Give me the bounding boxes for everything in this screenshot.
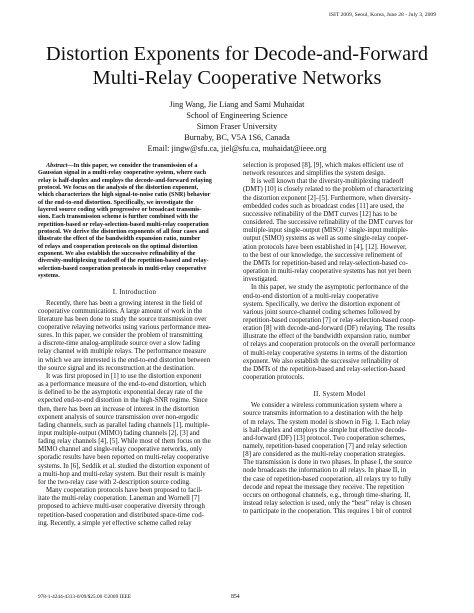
paragraph-line: network resources and simplifies the system design. [243, 170, 386, 178]
abstract-line: which characterizes the high signal-to-noise ratio (SNR) behavior [38, 191, 211, 199]
paragraph-line: successive refinability of the DMT curves [12] has to be [243, 210, 398, 218]
paragraph-line: the DMTs for repetition-based and relay-selection-based co- [243, 259, 408, 267]
paper-title [40, 42, 434, 90]
paragraph-line: The transmission is done in two phases. In phase I, the source [243, 459, 412, 467]
paragraph-line: sporadic results have been reported on multi-relay cooperative [38, 454, 209, 462]
paragraph-line: ing. Recently, a simple yet effective scheme called relay [38, 519, 192, 527]
paragraph-line: decode and repeat the message they receive. The repetition [243, 483, 405, 491]
conference-header: ISIT 2009, Seoul, Korea, June 28 - July 3, 2009 [329, 12, 436, 18]
paragraph-line: output (SIMO) systems as well as some single-relay cooper- [243, 235, 409, 243]
introduction-text [38, 300, 231, 528]
paragraph-line: investigated. [243, 276, 278, 284]
paragraph-line: of multi-relay cooperative systems in terms of the distortion [243, 349, 408, 357]
paragraph-line: input multiple-output (MIMO) fading channels [2], [3] and [38, 430, 200, 437]
paragraph-line: source transmits information to a destination with the help [243, 410, 403, 418]
abstract-line: protocol. We focus on the analysis of the distortion exponent, [38, 184, 199, 192]
paragraph-line: namely, repetition-based cooperation [7] and relay selection [243, 443, 407, 450]
paragraph-line: as a performance measure of the end-to-end distortion, which [38, 381, 207, 389]
paragraph-line: various joint source-channel coding schemes followed by [243, 308, 401, 316]
page-number: 854 [231, 594, 240, 600]
system-model-text [243, 402, 436, 516]
paragraph-line: eration [8] with decode-and-forward (DF) relaying. The results [243, 325, 416, 333]
paragraph-line: sures. In this paper, we consider the problem of transmitting [38, 332, 203, 340]
paragraph-line: the source signal and its reconstruction at the destination. [38, 364, 195, 372]
paragraph-line: illustrate the effect of the bandwidth expansion ratio, number [243, 333, 411, 341]
abstract-line: layered source coding with progressive or broadcast transmis- [38, 206, 202, 214]
paragraph-line: expected end-to-end distortion in the high-SNR regime. Since [38, 397, 208, 405]
abstract-line: systems. [38, 272, 60, 280]
author-block [40, 99, 434, 154]
abstract-line-text: —In this paper, we consider the transmission of a [67, 162, 198, 169]
paragraph-line: It is well known that the diversity-multiplexing tradeoff [251, 178, 404, 186]
abstract-line [38, 162, 231, 169]
abstract-label: Abstract [46, 162, 68, 169]
author-school: School of Engineering Science [186, 111, 288, 120]
paragraph-line: [8] are considered as the multi-relay cooperation strategies. [243, 451, 406, 459]
paragraph-line: a multi-hop and multi-relay system. But their result is mainly [38, 470, 206, 478]
paragraph-line: of relays and cooperation protocols on the overall performance [243, 341, 416, 349]
paragraph-line: exponent analysis of source transmission over non-ergodic [38, 413, 199, 421]
title-line: Distortion Exponents for Decode-and-Forward [45, 43, 429, 65]
right-column [243, 162, 436, 516]
left-column [38, 162, 231, 528]
paragraph-line: exponent. We also establish the successive refinability of [243, 357, 399, 365]
paragraph-line: and-forward (DF) [13] protocol. Two cooperation schemes, [243, 434, 406, 442]
paragraph-line: literature has been done to study the source transmission over [38, 315, 207, 323]
paragraph-line: a discrete-time analog-amplitude source over a slow fading [38, 340, 201, 348]
paragraph-line: fading channels, such as parallel fading channels [1], multiple- [38, 421, 210, 429]
abstract-line: illustrate the effect of the bandwidth expansion ratio, number [38, 235, 201, 243]
paragraph-line: Recently, there has been a growing interest in the field of [46, 299, 203, 307]
paragraph-line: to participate in the cooperation. This requires 1 bit of control [243, 508, 412, 516]
author-address: Burnaby, BC, V5A 1S6, Canada [184, 133, 290, 142]
abstract-line: of relays and cooperation protocols on the optimal distortion [38, 242, 198, 250]
abstract-line: of the end-to-end distortion. Specifically, we investigate the [38, 198, 194, 206]
paragraph-line: end-to-end distortion of a multi-relay cooperative [243, 292, 379, 300]
abstract-line: selection-based cooperation protocols in multi-relay cooperative [38, 264, 207, 272]
paragraph-line: to the best of our knowledge, the successive refinement of [243, 251, 403, 259]
paragraph-line: node broadcasts the information to all relays. In phase II, in [243, 467, 407, 475]
author-email: Email: jingw@sfu.ca, jiel@sfu.ca, muhaidat@ieee.org [147, 144, 327, 153]
paragraph-line: systems. In [6], Seddik et al. studied the distortion exponent of [38, 462, 210, 470]
paragraph-line: in which we are interested is the end-to-end distortion between [38, 356, 210, 364]
paragraph-line: (DMT) [10] is closely related to the problem of characterizing [243, 186, 414, 194]
paragraph-line: ation protocols have been established in [4], [12]. However, [243, 243, 407, 251]
paragraph-line: the DMTs of the repetition-based and relay-selection-based [243, 365, 406, 373]
paragraph-line: fading relay channels [4], [5]. While most of them focus on the [38, 438, 211, 446]
copyright-footer: 978-1-4244-4313-0/09/$25.00 ©2009 IEEE [38, 594, 132, 600]
paragraph-line: the case of repetition-based cooperation, all relays try to fully [243, 475, 412, 483]
abstract-line: repetition-based or relay-selection-based multi-relay cooperation [38, 220, 209, 228]
paragraph-line: cooperative relaying networks using various performance mea- [38, 323, 211, 331]
section-heading-system-model: II. System Model [313, 390, 366, 399]
abstract-line: relay is half-duplex and employs the decode-and-forward relaying [38, 176, 212, 184]
abstract-line: exponent. We also establish the successive refinability of the [38, 250, 196, 258]
paragraph-line: multiple-input single-output (MISO) / single-input multiple- [243, 227, 409, 235]
abstract-line: diversity-multiplexing tradeoff of the repetition-based and relay- [38, 257, 209, 265]
paragraph-line: is defined to be the asymptotic exponential decay rate of the [38, 389, 203, 397]
paragraph-line: relay channel with multiple relays. The performance measure [38, 348, 206, 356]
paragraph-line: considered. The successive refinability of the DMT curves for [243, 219, 413, 227]
abstract-line: sion. Each transmission scheme is further combined with the [38, 213, 198, 221]
paragraph-line: In this paper, we study the asymptotic performance of the [251, 284, 409, 292]
title-line: Multi-Relay Cooperative Networks [92, 67, 382, 89]
introduction-continued-text [243, 162, 436, 382]
paragraph-line: the distortion exponent [2]–[5]. Furthermore, when diversity- [243, 194, 412, 202]
paragraph-line: system. Specifically, we derive the distortion exponent of [243, 300, 401, 308]
paragraph-line: cooperation protocols. [243, 374, 305, 382]
paragraph-line: It was first proposed in [1] to use the distortion exponent [46, 372, 202, 380]
abstract-line: protocol. We derive the distortion exponents of all four cases and [38, 228, 209, 236]
paragraph-line: proposed to achieve multi-user cooperative diversity through [38, 503, 205, 511]
paragraph-line: then, there has been an increase of interest in the distortion [38, 405, 199, 413]
paragraph-line: repetition-based cooperation [7] or relay-selection-based coop- [243, 316, 416, 324]
paragraph-line: for the two-relay case with 2-description source coding. [38, 478, 191, 486]
author-names: Jing Wang, Jie Liang and Sami Muhaidat [169, 100, 305, 109]
paragraph-line: occurs on orthogonal channels, e.g., through time-sharing. If, [243, 491, 411, 499]
paragraph-line: MIMO channel and single-relay cooperative networks, only [38, 446, 203, 454]
abstract [38, 162, 231, 280]
section-heading-introduction: I. Introduction [112, 287, 157, 296]
paragraph-line: embedded codes such as broadcast codes [11] are used, the [243, 202, 405, 210]
paragraph-line: operation in multi-relay cooperative systems has not yet been [243, 268, 412, 276]
paragraph-line: instead relay selection is used, only the “best” relay is chosen [243, 500, 412, 508]
paragraph-line: We consider a wireless communication system where a [251, 402, 402, 410]
paragraph-line: of m relays. The system model is shown in Fig. 1. Each relay [243, 418, 411, 426]
abstract-line: Gaussian signal in a multi-relay cooperative system, where each [38, 169, 207, 177]
paragraph-line: cooperative communications. A large amount of work in the [38, 307, 203, 315]
paragraph-line: repetition-based cooperation and distributed space-time cod- [38, 511, 204, 519]
paragraph-line: is half-duplex and employs the simple but effective decode- [243, 426, 407, 434]
paragraph-line: selection is proposed [8], [9], which makes efficient use of [243, 162, 404, 169]
paragraph-line: itate the multi-relay cooperation. Laneman and Wornell [7] [38, 495, 200, 503]
author-university: Simon Fraser University [196, 122, 278, 131]
paragraph-line: Many cooperation protocols have been proposed to facil- [46, 487, 203, 495]
